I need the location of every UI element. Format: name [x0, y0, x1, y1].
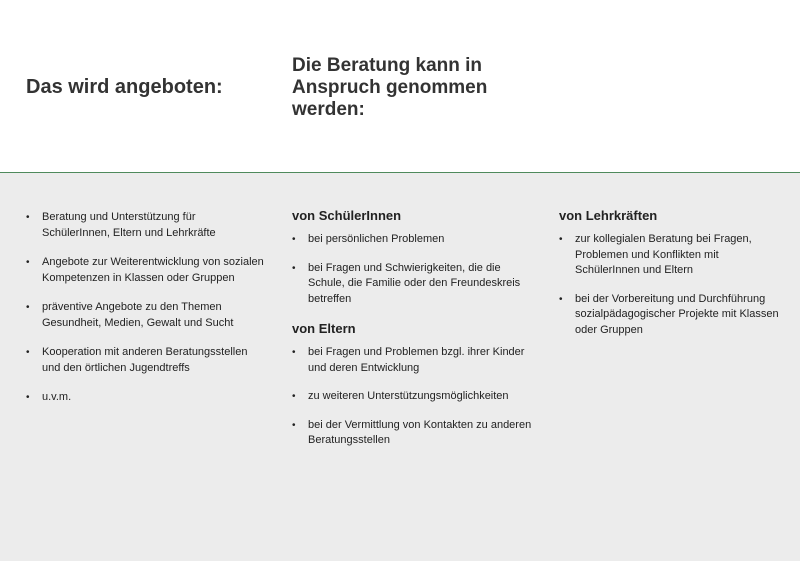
teachers-column [559, 208, 784, 351]
students-list [292, 232, 532, 307]
list-item-text: Beratung und Unterstützung für SchülerInnen, Eltern und Lehrkräfte [42, 211, 216, 239]
list-item-text: präventive Angebote zu den Themen Gesundheit, Medien, Gewalt und Sucht [42, 301, 234, 329]
bullet-icon: • [26, 302, 30, 313]
bullet-icon: • [559, 293, 563, 305]
parents-group [292, 321, 532, 449]
bullet-icon: • [292, 391, 296, 402]
bullet-icon: • [26, 347, 30, 358]
offers-heading: Das wird angeboten: [26, 76, 223, 98]
list-item-text: bei Fragen und Schwierigkeiten, die die Schule, die Familie oder den Freundeskreis betreffen [308, 261, 521, 305]
list-item [292, 232, 532, 248]
slide-header [0, 0, 800, 172]
students-heading: von SchülerInnen [292, 208, 402, 223]
list-item-text: zu weiteren Unterstützungsmöglichkeiten [308, 390, 509, 402]
list-item-text: Kooperation mit anderen Beratungsstellen und den örtlichen Jugendtreffs [42, 346, 248, 374]
bullet-icon: • [292, 419, 296, 431]
parents-heading: von Eltern [292, 321, 356, 336]
bullet-icon: • [26, 257, 30, 268]
list-item [26, 345, 266, 376]
audience-column [292, 208, 532, 462]
list-item [292, 389, 532, 405]
list-item-text: u.v.m. [42, 391, 72, 403]
list-item [292, 345, 532, 376]
list-item-text: bei persönlichen Problemen [308, 233, 445, 245]
list-item [559, 232, 784, 279]
teachers-heading: von Lehrkräften [559, 208, 658, 223]
list-item [26, 300, 266, 331]
bullet-icon: • [26, 392, 30, 403]
list-item-text: bei Fragen und Problemen bzgl. ihrer Kinder und deren Entwicklung [308, 346, 525, 374]
list-item-text: bei der Vermittlung von Kontakten zu anderen Beratungsstellen [308, 418, 532, 446]
bullet-icon: • [292, 234, 296, 245]
bullet-icon: • [559, 234, 563, 245]
bullet-icon: • [292, 347, 296, 358]
parents-list [292, 345, 532, 449]
list-item [292, 261, 532, 308]
offers-column [26, 208, 266, 420]
list-item [26, 255, 266, 286]
list-item [559, 292, 784, 339]
list-item [292, 418, 532, 449]
students-group [292, 208, 532, 307]
list-item-text: Angebote zur Weiterentwicklung von sozialen Kompetenzen in Klassen oder Gruppen [42, 256, 264, 284]
list-item [26, 390, 266, 406]
offers-list [26, 210, 266, 406]
bullet-icon: • [292, 262, 296, 274]
consultation-heading: Die Beratung kann in Anspruch genommen werden: [292, 55, 488, 120]
list-item [26, 210, 266, 241]
list-item-text: bei der Vorbereitung und Durchführung sozialpädagogischer Projekte mit Klassen oder Gruppen [575, 292, 779, 336]
list-item-text: zur kollegialen Beratung bei Fragen, Problemen und Konflikten mit SchülerInnen und Eltern [575, 233, 752, 276]
teachers-list [559, 232, 784, 338]
bullet-icon: • [26, 212, 30, 223]
header-divider [0, 172, 800, 173]
